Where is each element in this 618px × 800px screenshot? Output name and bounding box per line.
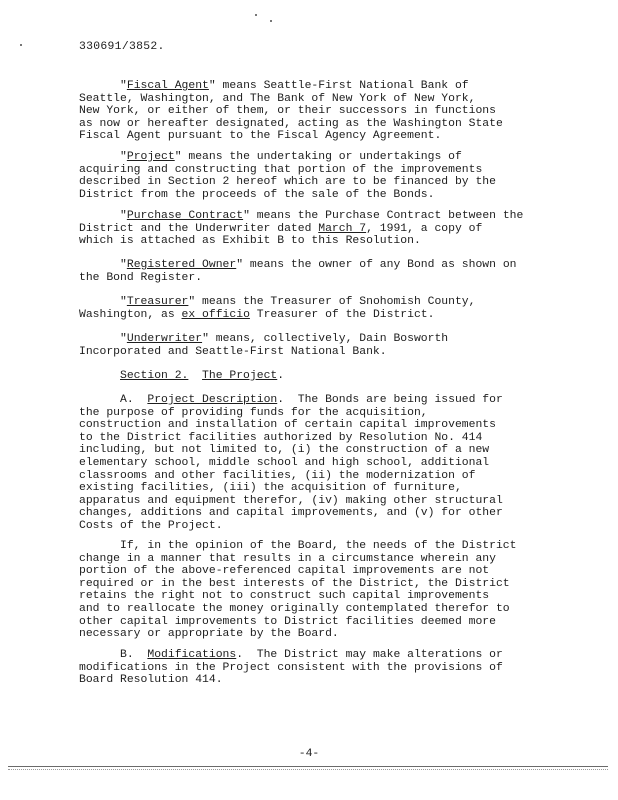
term-ex-officio: ex officio (181, 308, 250, 321)
term-purchase-contract: Purchase Contract (126, 210, 244, 222)
footer-rule-dotted (8, 769, 608, 770)
term-registered-owner: Registered Owner (126, 259, 237, 271)
definition-treasurer: "Treasurer" means the Treasurer of Snohomish County, Washington, as ex officio Treasurer of the District. (79, 296, 476, 321)
scan-speck (270, 20, 272, 22)
project-description: A. Project Description. The Bonds are being issued for the purpose of providing funds for the acquisition, construction and installation of certain capital improvements to the District facilities authorized by Resolution No. 414 including, but not limited to, (i) the construction of a new elementary school, middle school and high school, additional classrooms and other facilities, (ii) the modernization of existing facilities, (iii) the acquisition of furniture, apparatus and equipment therefor, (iv) making other structural changes, additions and capital improvements, and (v) for other Costs of the Project. (79, 394, 503, 532)
term-underwriter: Underwriter (126, 333, 203, 345)
definition-underwriter: "Underwriter" means, collectively, Dain Bosworth Incorporated and Seattle-First National Bank. (79, 333, 449, 358)
project-description-heading: Project Description (147, 394, 278, 406)
definition-purchase-contract: "Purchase Contract" means the Purchase Contract between the District and the Underwriter dated March 7, 1991, a copy of which is attached as Exhibit B to this Resolution. (79, 210, 524, 248)
modifications-paragraph: B. Modifications. The District may make alterations or modifications in the Project consistent with the provisions of Board Resolution 414. (79, 649, 503, 687)
contract-date: March 7 (318, 222, 367, 235)
definition-fiscal-agent: "Fiscal Agent" means Seattle-First National Bank of Seattle, Washington, and The Bank of New York of New York, New York, or either of them, or their successors in functions as now or hereafter designated, acting as the Washington State Fiscal Agent pursuant to the Fiscal Agency Agreement. (79, 80, 503, 143)
section-title: The Project (202, 370, 278, 382)
footer-rule (8, 766, 608, 767)
definition-registered-owner: "Registered Owner" means the owner of any Bond as shown on the Bond Register. (79, 259, 517, 284)
term-treasurer: Treasurer (126, 296, 189, 308)
section-label: Section 2. (120, 370, 189, 382)
definition-project: "Project" means the undertaking or undertakings of acquiring and constructing that portion of the improvements described in Section 2 hereof which are to be financed by the District from the proceeds of the sale of the Bonds. (79, 151, 496, 201)
scan-speck (20, 44, 22, 46)
document-id: 330691/3852. (79, 41, 165, 53)
term-fiscal-agent: Fiscal Agent (126, 80, 209, 92)
page-number: -4- (298, 748, 320, 760)
section-heading: Section 2. The Project. (120, 370, 285, 382)
board-opinion-paragraph: If, in the opinion of the Board, the needs of the District change in a manner that results in a circumstance wherein any portion of the above-referenced capital improvements are not required or in the best interests of the District, the District retains the right not to construct such capital improvements and to reallocate the money originally contemplated therefor to other capital improvements to District facilities deemed more necessary or appropriate by the Board. (79, 540, 517, 641)
modifications-heading: Modifications (147, 649, 237, 661)
scan-speck (255, 14, 257, 16)
term-project: Project (126, 151, 175, 163)
